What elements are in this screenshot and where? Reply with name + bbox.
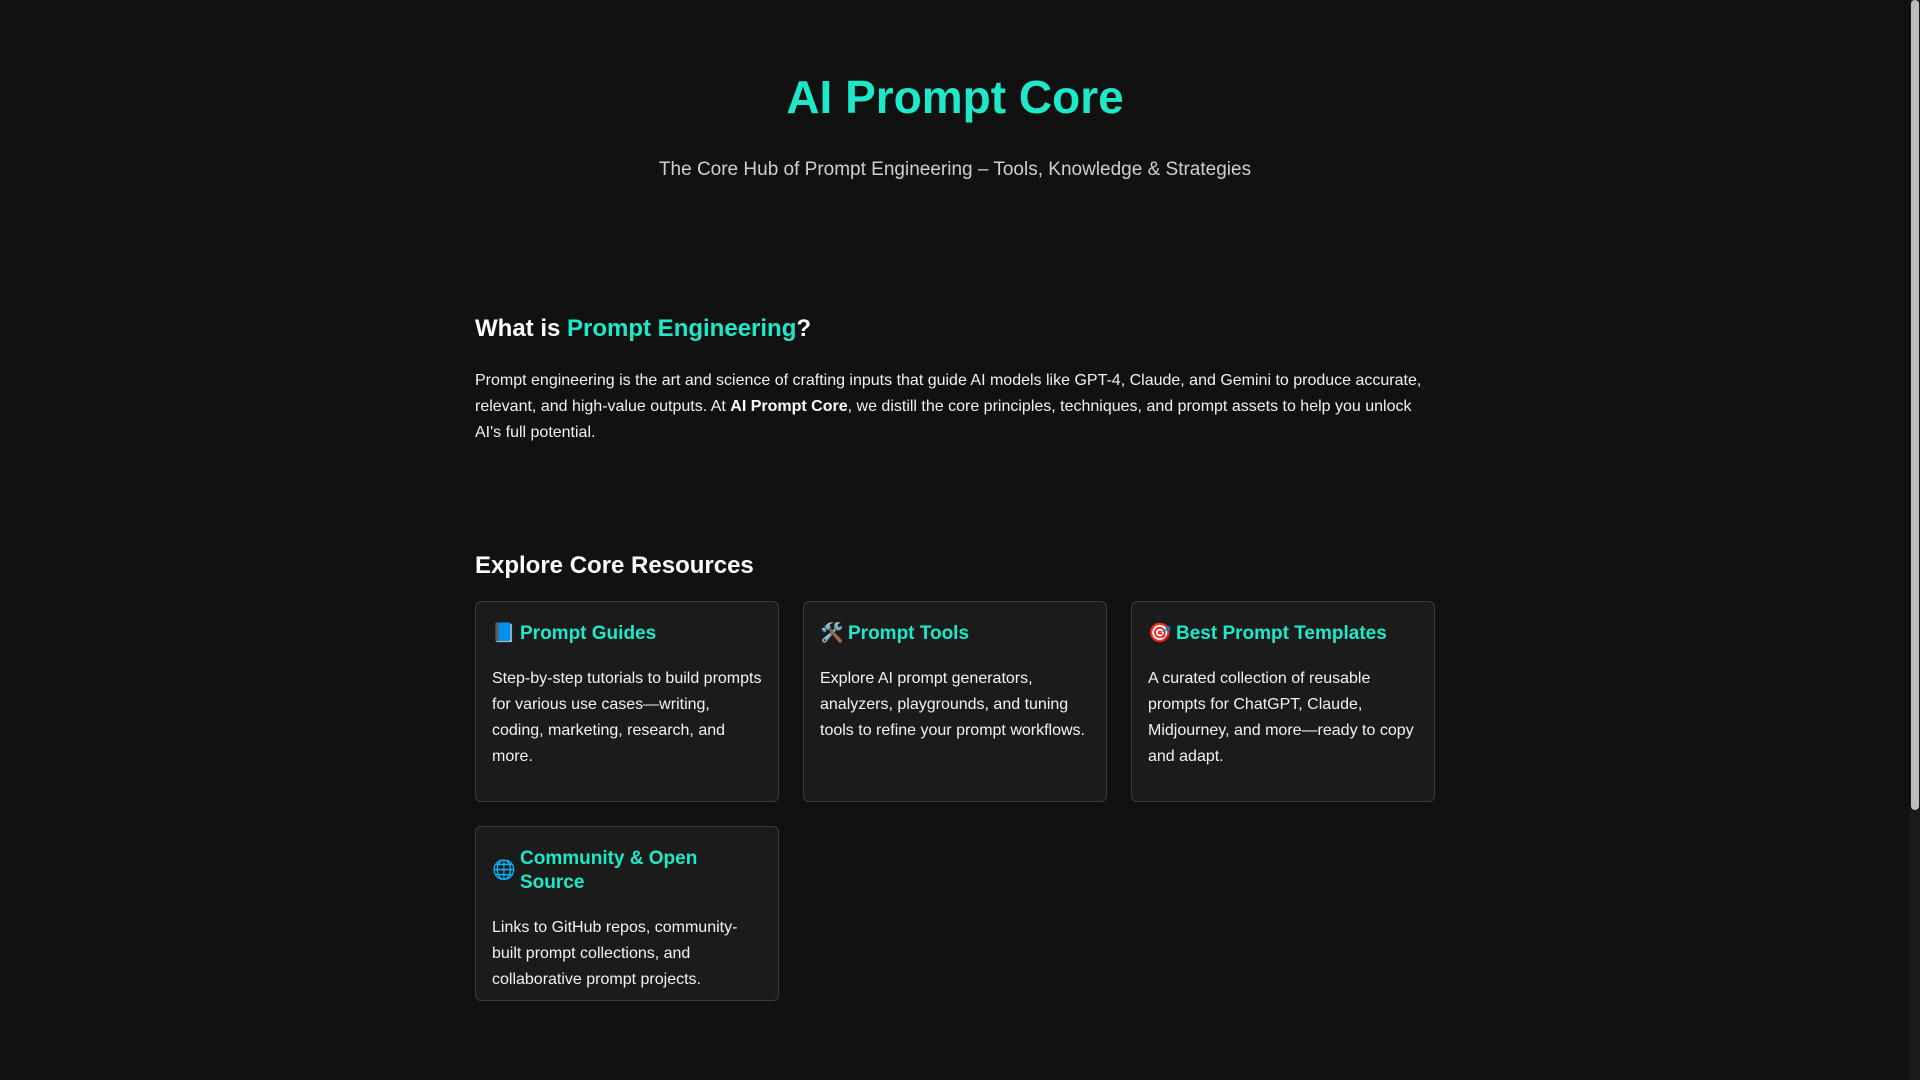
card-description: Explore AI prompt generators, analyzers, playgrounds, and tuning tools to refine your prompt workflows. bbox=[820, 670, 1085, 739]
card-title: Community & Open Source bbox=[520, 848, 698, 893]
card-title: Prompt Tools bbox=[848, 623, 970, 644]
card-prompt-guides[interactable] bbox=[475, 601, 779, 802]
about-text-part2: , we distill the core principles, techniques, and prompt assets to help you unlock AI's full potential. bbox=[475, 398, 1412, 441]
card-title: Best Prompt Templates bbox=[1176, 623, 1387, 644]
card-prompt-tools[interactable] bbox=[803, 601, 1107, 802]
resources-heading: Explore Core Resources bbox=[475, 552, 754, 579]
about-text-brand: AI Prompt Core bbox=[730, 398, 848, 415]
about-text bbox=[475, 368, 1435, 446]
site-title: AI Prompt Core bbox=[786, 71, 1124, 123]
card-title-row bbox=[492, 622, 762, 646]
about-heading-suffix: ? bbox=[796, 315, 812, 342]
card-title-row bbox=[820, 622, 1090, 646]
card-best-prompt-templates[interactable] bbox=[1131, 601, 1435, 802]
book-icon: 📘 bbox=[492, 623, 516, 644]
card-title-row bbox=[1148, 622, 1418, 646]
about-heading-accent: Prompt Engineering bbox=[567, 315, 797, 342]
card-title: Prompt Guides bbox=[520, 623, 657, 644]
target-icon: 🎯 bbox=[1148, 623, 1172, 644]
about-text-part1: Prompt engineering is the art and science of crafting inputs that guide AI models like GPT-4, Claude, and Gemini to produce accurate, relevant, and high-value outputs. At bbox=[475, 372, 1422, 415]
resources-section bbox=[475, 550, 1435, 1001]
site-header bbox=[0, 0, 1910, 182]
resources-grid bbox=[475, 601, 1435, 1001]
vertical-scrollbar[interactable] bbox=[1910, 0, 1920, 1080]
site-subtitle: The Core Hub of Prompt Engineering – Tools, Knowledge & Strategies bbox=[658, 159, 1252, 180]
about-heading bbox=[475, 313, 1435, 345]
globe-icon: 🌐 bbox=[492, 860, 516, 881]
card-community-open-source[interactable] bbox=[475, 826, 779, 1001]
about-heading-prefix: What is bbox=[475, 315, 568, 342]
card-description: Step-by-step tutorials to build prompts for various use cases—writing, coding, marketing, research, and more. bbox=[492, 670, 762, 765]
scrollbar-thumb[interactable] bbox=[1911, 0, 1919, 810]
card-description: A curated collection of reusable prompts for ChatGPT, Claude, Midjourney, and more—ready to copy and adapt. bbox=[1148, 670, 1414, 765]
tools-icon: 🛠️ bbox=[820, 623, 844, 644]
card-description: Links to GitHub repos, community-built prompt collections, and collaborative prompt projects. bbox=[492, 919, 738, 988]
about-section bbox=[475, 313, 1435, 446]
card-title-row bbox=[492, 847, 762, 895]
